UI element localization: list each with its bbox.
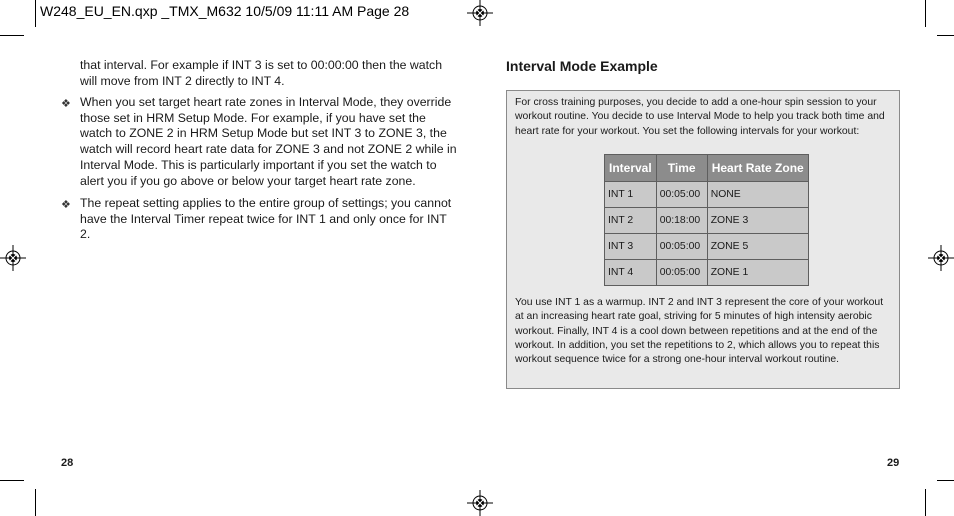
- zone-cell: ZONE 5: [707, 234, 808, 260]
- interval-cell: INT 3: [605, 234, 657, 260]
- bullet-text: The repeat setting applies to the entire group of settings; you cannot have the Interval Timer repeat twice for INT 1 and only once for INT 2.: [80, 196, 452, 242]
- time-cell: 00:05:00: [656, 260, 707, 286]
- interval-table: [604, 154, 809, 286]
- zone-cell: ZONE 3: [707, 208, 808, 234]
- section-heading: Interval Mode Example: [506, 58, 658, 74]
- example-intro: For cross training purposes, you decide to add a one-hour spin session to your workout routine. You decide to use Interval Mode to help you track both time and heart rate for your workout. You set the following intervals for your workout:: [515, 97, 885, 137]
- table-row: [605, 260, 809, 286]
- registration-mark-icon: [467, 490, 493, 516]
- bullet-icon: ❖: [61, 199, 71, 211]
- column-header-time: Time: [656, 155, 707, 182]
- registration-mark-icon: [467, 0, 493, 26]
- continued-paragraph: that interval. For example if INT 3 is set to 00:00:00 then the watch will move from INT 2 directly to INT 4.: [80, 58, 443, 88]
- interval-cell: INT 4: [605, 260, 657, 286]
- time-cell: 00:05:00: [656, 182, 707, 208]
- page-number-left: 28: [61, 457, 74, 469]
- zone-cell: NONE: [707, 182, 808, 208]
- print-slug: W248_EU_EN.qxp _TMX_M632 10/5/09 11:11 AM Page 28: [40, 3, 410, 19]
- time-cell: 00:18:00: [656, 208, 707, 234]
- interval-cell: INT 2: [605, 208, 657, 234]
- column-header-interval: Interval: [605, 155, 657, 182]
- table-row: [605, 234, 809, 260]
- registration-mark-icon: [928, 245, 954, 271]
- bullet-icon: ❖: [61, 98, 71, 110]
- page-number-right: 29: [887, 457, 900, 469]
- time-cell: 00:05:00: [656, 234, 707, 260]
- zone-cell: ZONE 1: [707, 260, 808, 286]
- registration-mark-icon: [0, 245, 26, 271]
- example-outro: You use INT 1 as a warmup. INT 2 and INT 3 represent the core of your workout at an increasing heart rate goal, striving for 5 minutes of high intensity aerobic workout. Finally, INT 4 is a cool down between repetitions and at the end of the workout. In addition, you set the repetitions to 2, which allows you to repeat this workout sequence twice for a strong one-hour interval workout routine.: [515, 297, 884, 366]
- table-header-row: [605, 155, 809, 182]
- table-row: [605, 208, 809, 234]
- interval-cell: INT 1: [605, 182, 657, 208]
- column-header-zone: Heart Rate Zone: [707, 155, 808, 182]
- table-row: [605, 182, 809, 208]
- bullet-text: When you set target heart rate zones in Interval Mode, they override those set in HRM Setup Mode. For example, if you have set the watch to ZONE 2 in HRM Setup Mode but set INT 3 to ZONE 3, the watch will record heart rate data for ZONE 3 and not ZONE 2 while in Interval Mode. This is particularly important if you set the watch to alert you if you go above or below your target heart rate zone.: [80, 95, 457, 188]
- example-box: [506, 90, 900, 389]
